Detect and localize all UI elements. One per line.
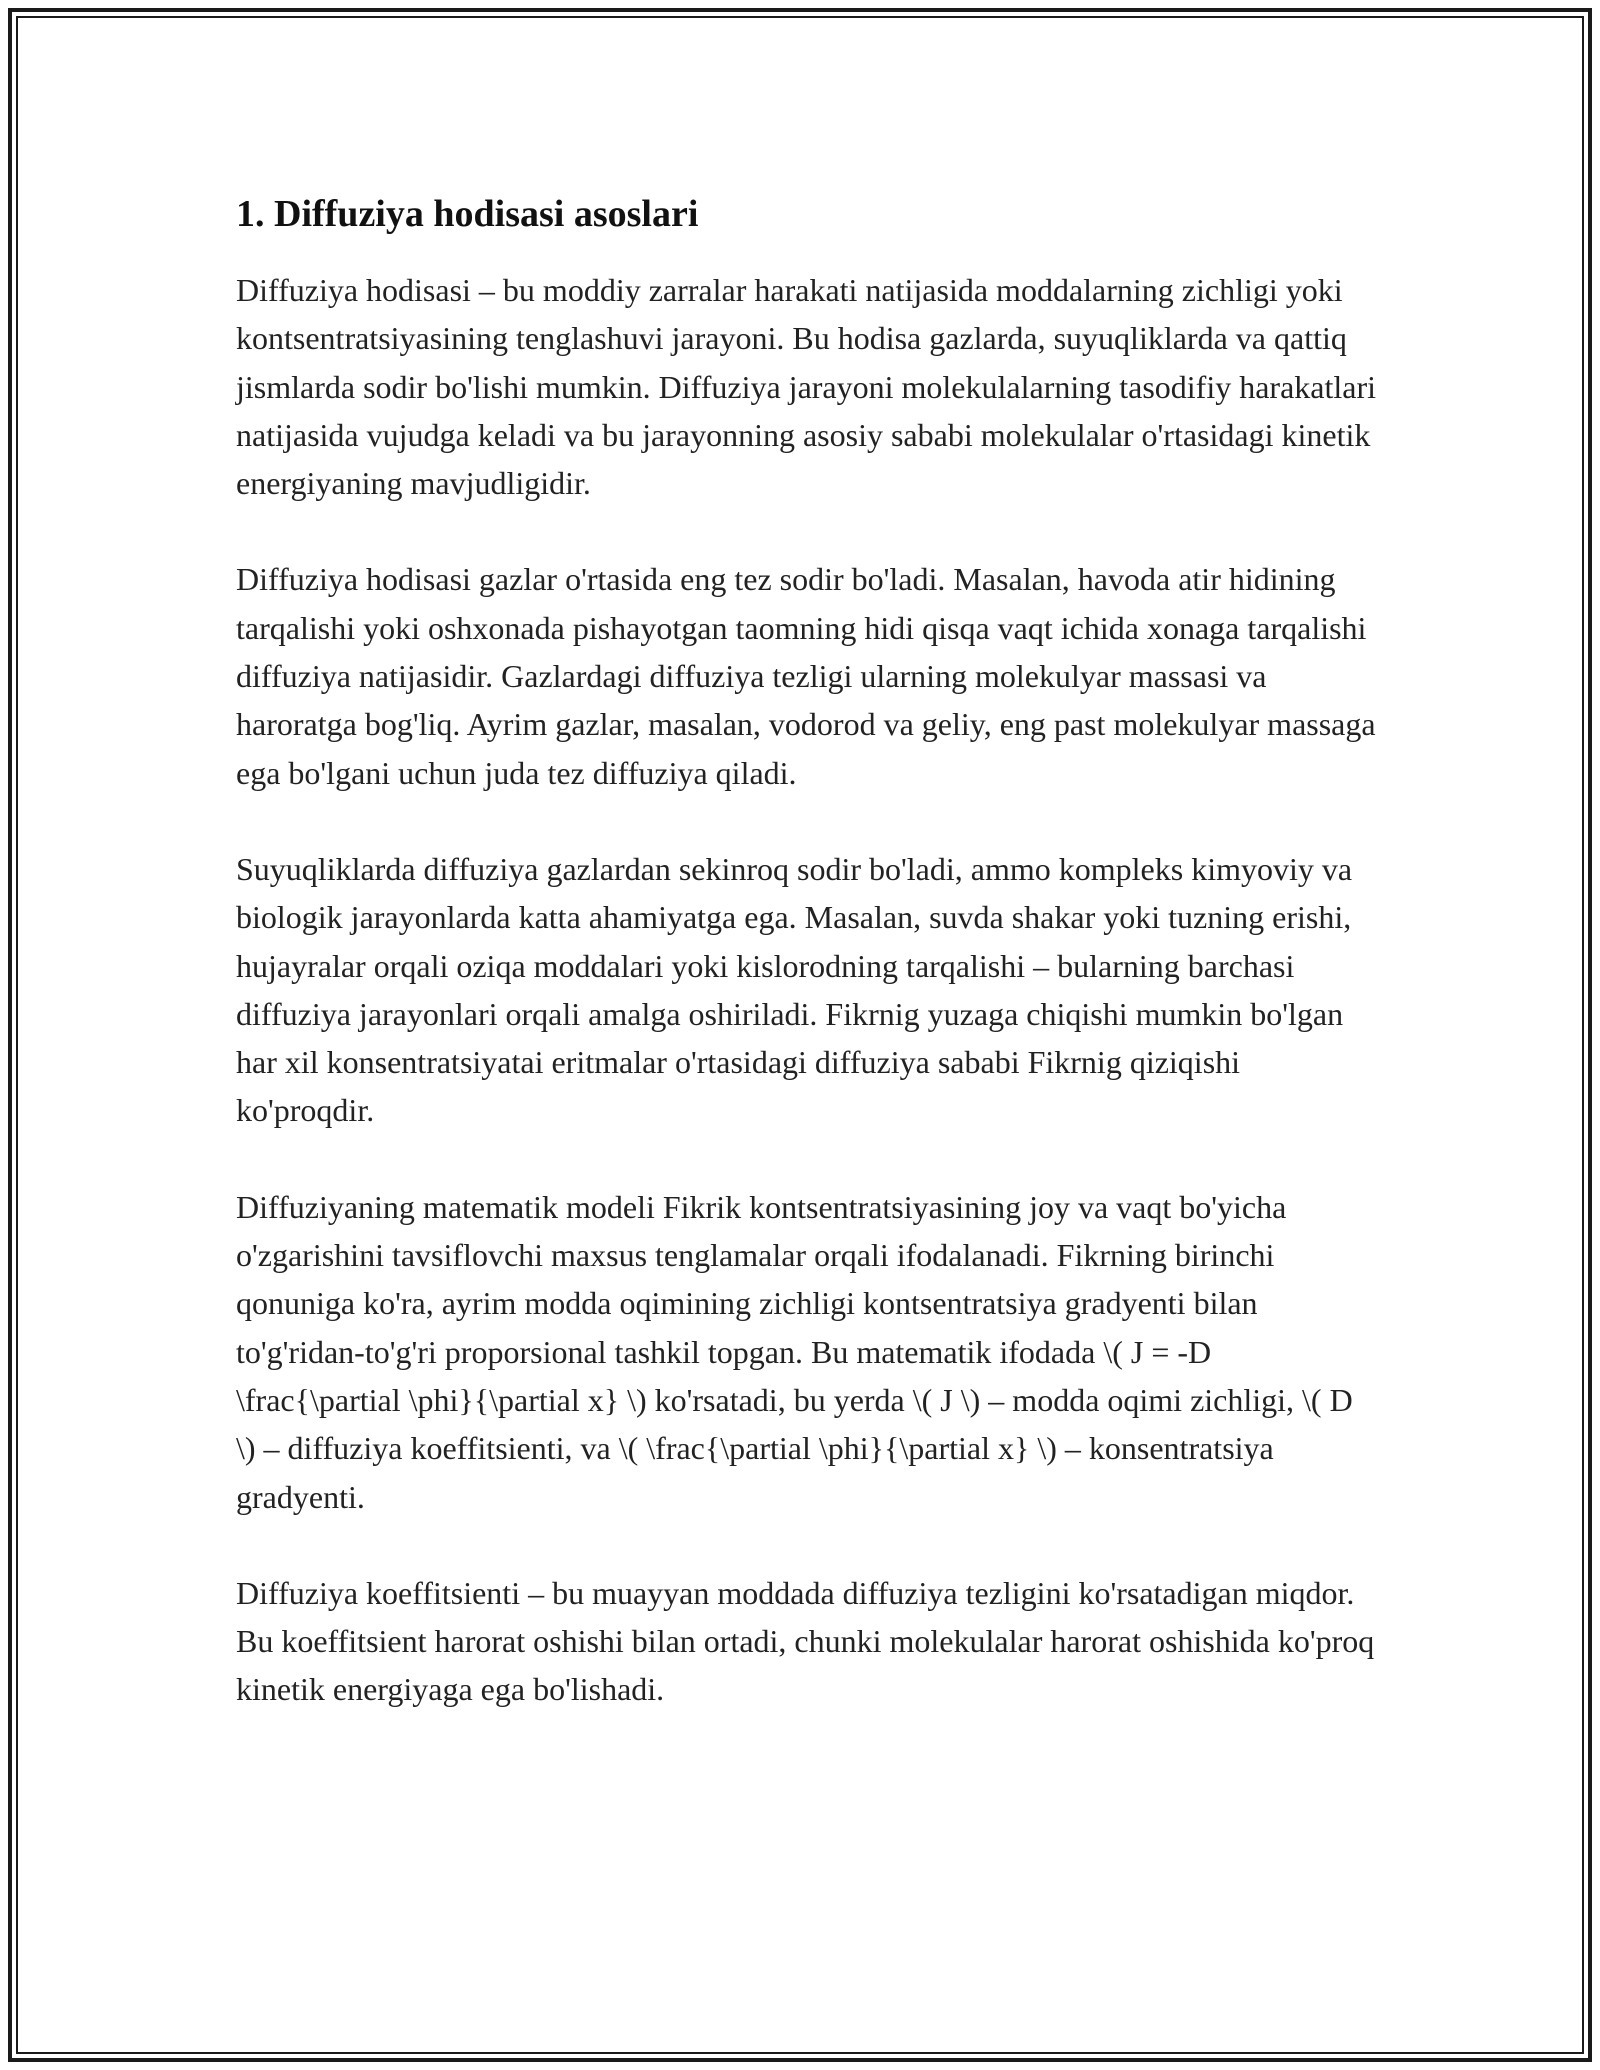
paragraph-gases: Diffuziya hodisasi gazlar o'rtasida eng tez sodir bo'ladi. Masalan, havoda atir hidining tarqalishi yoki oshxonada pishayotgan taomning hidi qisqa vaqt ichida xonaga tarqalishi diffuziya natijasidir. Gazlardagi diffuziya tezligi ularning molekulyar massasi va haroratga bog'liq. Ayrim gazlar, masalan, vodorod va geliy, eng past molekulyar massaga ega bo'lgani uchun juda tez diffuziya qiladi. <box>236 561 1376 791</box>
paragraph-intro: Diffuziya hodisasi – bu moddiy zarralar harakati natijasida moddalarning zichligi yoki kontsentratsiyasining tenglashuvi jarayoni. Bu hodisa gazlarda, suyuqliklarda va qattiq jismlarda sodir bo'lishi mumkin. Diffuziya jarayoni molekulalarning tasodifiy harakatlari natijasida vujudga keladi va bu jarayonning asosiy sababi molekulalar o'rtasidagi kinetik energiyaning mavjudligidir. <box>236 272 1377 502</box>
document-body <box>236 188 1376 1762</box>
paragraph-math-model: Diffuziyaning matematik modeli Fikrik kontsentratsiyasining joy va vaqt bo'yicha o'zgarishini tavsiflovchi maxsus tenglamalar orqali ifodalanadi. Fikrning birinchi qonuniga ko'ra, ayrim modda oqimining zichligi kontsentratsiya gradyenti bilan to'g'ridan-to'g'ri proporsional tashkil topgan. Bu matematik ifodada \( J = -D \frac{\partial \phi}{\partial x} \) ko'rsatadi, bu yerda \( J \) – modda oqimi zichligi, \( D \) – diffuziya koeffitsienti, va \( \frac{\partial \phi}{\partial x} \) – konsentratsiya gradyenti. <box>236 1188 1353 1515</box>
paragraph-liquids: Suyuqliklarda diffuziya gazlardan sekinroq sodir bo'ladi, ammo kompleks kimyoviy va biologik jarayonlarda katta ahamiyatga ega. Masalan, suvda shakar yoki tuzning erishi, hujayralar orqali oziqa moddalari yoki kislorodning tarqalishi – bularning barchasi diffuziya jarayonlari orqali amalga oshiriladi. Fikrnig yuzaga chiqishi mumkin bo'lgan har xil konsentratsiyatai eritmalar o'rtasidagi diffuziya sababi Fikrnig qiziqishi ko'proqdir. <box>236 850 1353 1129</box>
section-heading: 1. Diffuziya hodisasi asoslari <box>236 193 699 235</box>
paragraph-coefficient: Diffuziya koeffitsienti – bu muayyan moddada diffuziya tezligini ko'rsatadigan miqdor. Bu koeffitsient harorat oshishi bilan ortadi, chunki molekulalar harorat oshishida ko'proq kinetik energiyaga ega bo'lishadi. <box>236 1574 1375 1708</box>
